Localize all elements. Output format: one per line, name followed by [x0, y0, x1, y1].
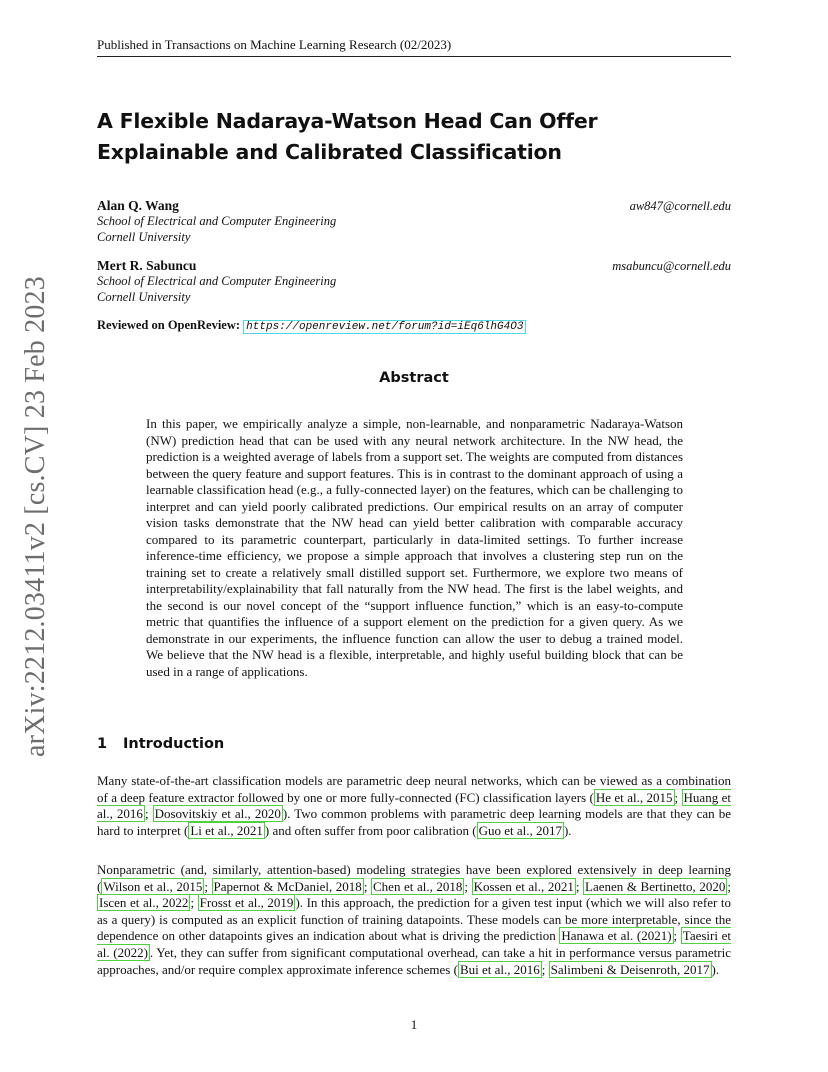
citation-link[interactable]: Iscen et al., 2022	[99, 895, 189, 911]
citation-link[interactable]: Taesiri et al. (2022)	[97, 928, 731, 960]
citation-link[interactable]: Dosovitskiy et al., 2020	[154, 806, 281, 822]
author-email[interactable]: aw847@cornell.edu	[629, 199, 731, 213]
text-run: ). Two common problems with parametric deep learning models are that they can be hard to interpret (	[97, 806, 731, 838]
citation-link[interactable]: Kossen et al., 2021	[473, 878, 574, 894]
author-email[interactable]: msabuncu@cornell.edu	[612, 259, 731, 273]
citation-link[interactable]: Chen et al., 2018	[373, 878, 463, 894]
header-rule	[97, 56, 731, 57]
arxiv-identifier: arXiv:2212.03411v2 [cs.CV] 23 Feb 2023	[20, 276, 51, 757]
author-affiliation: School of Electrical and Computer Engineering	[97, 214, 337, 228]
review-label: Reviewed on OpenReview:	[97, 318, 241, 332]
citation-link[interactable]: Papernot & McDaniel, 2018	[213, 878, 362, 894]
text-run: ;	[464, 878, 472, 894]
text-run: ;	[204, 878, 212, 894]
paper-title: A Flexible Nadaraya-Watson Head Can Offer Explainable and Calibrated Classification	[97, 109, 598, 164]
author-block-2	[97, 258, 731, 305]
text-run: ;	[727, 878, 731, 894]
review-line	[97, 318, 526, 333]
text-run: . Yet, they can suffer from significant computational overhead, can take a hit in performance versus parametric approaches, and/or require complex approximate inference schemes (	[97, 944, 731, 977]
author-name: Mert R. Sabuncu	[97, 258, 197, 273]
text-run: Many state-of-the-art classification models are parametric deep neural networks, which can be viewed as a combination of a deep feature extractor followed by one or more fully-connected (FC) classification layers (	[97, 773, 731, 805]
abstract-heading: Abstract	[379, 370, 449, 386]
running-head: Published in Transactions on Machine Learning Research (02/2023)	[97, 37, 452, 52]
text-run: ;	[674, 789, 682, 805]
citation-link[interactable]: Wilson et al., 2015	[103, 878, 203, 894]
openreview-link[interactable]: https://openreview.net/forum?id=iEq6lhG4O3	[243, 320, 526, 334]
citation-link[interactable]: Bui et al., 2016	[459, 961, 540, 977]
intro-paragraph-2	[97, 862, 731, 978]
text-run: ;	[190, 895, 198, 911]
text-run: ;	[673, 928, 681, 944]
text-run: ;	[575, 878, 584, 894]
text-run: ;	[144, 806, 153, 822]
intro-paragraph-1	[97, 773, 731, 839]
citation-link[interactable]: Guo et al., 2017	[478, 822, 562, 838]
text-run: ) and often suffer from poor calibration (	[264, 822, 477, 838]
text-run: ;	[541, 961, 549, 977]
citation-link[interactable]: Laenen & Bertinetto, 2020	[585, 878, 726, 894]
text-run: ).	[711, 961, 720, 977]
author-institution: Cornell University	[97, 229, 191, 244]
citation-link[interactable]: He et al., 2015	[595, 789, 673, 805]
abstract-text: In this paper, we empirically analyze a simple, non-learnable, and nonparametric Nadaraya-Watson (NW) prediction head that can be used with any neural network architecture. In the NW head, the prediction is a weighted average of labels from a support set. The weights are computed from distances between the query feature and support features. This is in contrast to the dominant approach of using a learnable classification head (e.g., a fully-connected layer) on the features, which can be challenging to interpret and can yield poorly calibrated predictions. Our empirical results on an array of computer vision tasks demonstrate that the NW head can yield better calibration with comparable accuracy compared to its parametric counterpart, particularly in data-limited settings. To further increase inference-time efficiency, we propose a simple approach that involves a clustering step run on the training set to create a relatively small distilled support set. Furthermore, we explore two means of interpretability/explainability that fall naturally from the NW head. The first is the label weights, and the second is our novel concept of the “support influence function,” which is an easy-to-compute metric that quantifies the influence of a support element on the prediction for a given query. As we demonstrate in our experiments, the influence function can allow the user to debug a trained model. We believe that the NW head is a flexible, interpretable, and highly useful building block that can be used in a range of applications.	[146, 416, 683, 679]
citation-link[interactable]: Salimbeni & Deisenroth, 2017	[550, 961, 710, 977]
text-run: ).	[563, 822, 572, 838]
text-run: ). In this approach, the prediction for a given test input (which we will also refer to as a query) is computed as an explicit function of training datapoints. These models can be more interpretable, since the dependence on other datapoints gives an indication about what is driving the prediction	[97, 895, 731, 944]
page-number: 1	[410, 1017, 418, 1032]
citation-link[interactable]: Li et al., 2021	[190, 822, 263, 838]
section-heading	[97, 736, 224, 752]
citation-link[interactable]: Frosst et al., 2019	[199, 895, 294, 911]
citation-link[interactable]: Hanawa et al. (2021)	[561, 928, 672, 944]
author-institution: Cornell University	[97, 289, 191, 304]
text-run: ;	[363, 878, 371, 894]
author-block-1	[97, 198, 731, 245]
text-run: Nonparametric (and, similarly, attention-based) modeling strategies have been explored extensively in deep learning (	[97, 862, 731, 894]
author-name: Alan Q. Wang	[97, 198, 179, 213]
author-affiliation: School of Electrical and Computer Engineering	[97, 274, 337, 288]
citation-link[interactable]: Huang et al., 2016	[97, 789, 731, 822]
section-title: Introduction	[123, 736, 225, 752]
section-number: 1	[97, 736, 108, 752]
